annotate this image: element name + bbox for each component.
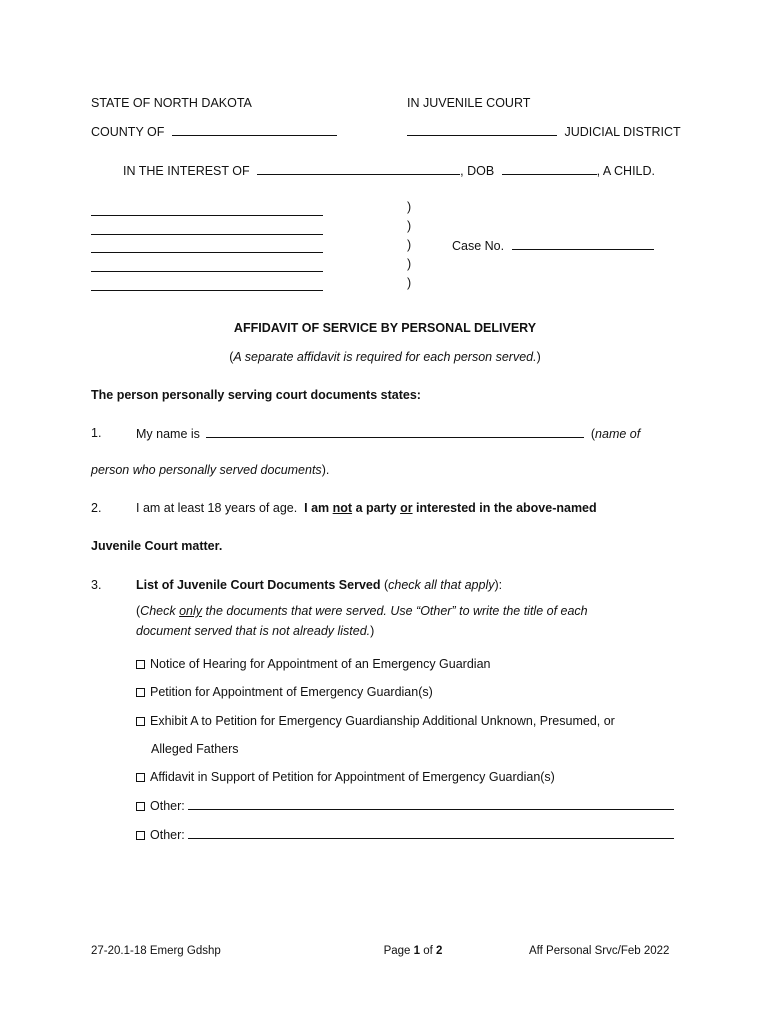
case-no-row [452,237,654,254]
item-2-number: 2. [91,501,102,515]
state-label: STATE OF NORTH DAKOTA [91,96,252,110]
district-label: JUDICIAL DISTRICT [564,125,681,139]
item-3-note-line-2: document served that is not already listed.) [136,624,375,638]
other-2-field[interactable] [188,826,674,839]
item-3-number: 3. [91,578,102,592]
item-1-number: 1. [91,426,102,440]
district-field[interactable] [407,123,557,136]
option-other-1[interactable]: Other: [136,797,674,814]
child-label: , A CHILD. [596,164,656,178]
dob-label: , DOB [460,164,495,178]
item-2-text: I am at least 18 years of age. I am not a party or interested in the above-named [136,501,597,515]
checkbox-icon[interactable] [136,773,145,782]
caption-paren-5: ) [407,276,412,290]
caption-line-5[interactable] [91,290,323,291]
interest-row [123,162,655,179]
item-1-continuation: person who personally served documents). [91,463,330,477]
checkbox-icon[interactable] [136,717,145,726]
caption-line-1[interactable] [91,215,323,216]
item-3-note-line-1: (Check only the documents that were served. Use “Other” to write the title of each [136,604,588,618]
option-affidavit-support[interactable]: Affidavit in Support of Petition for Appointment of Emergency Guardian(s) [136,769,555,785]
document-subtitle: (A separate affidavit is required for each person served.) [229,350,541,364]
option-petition[interactable]: Petition for Appointment of Emergency Guardian(s) [136,684,433,700]
checkbox-icon[interactable] [136,688,145,697]
county-row [91,123,337,140]
checkbox-icon[interactable] [136,802,145,811]
item-2-continuation: Juvenile Court matter. [91,539,223,553]
county-field[interactable] [172,123,337,136]
caption-line-4[interactable] [91,271,323,272]
option-other-2[interactable]: Other: [136,826,674,843]
option-notice-of-hearing[interactable]: Notice of Hearing for Appointment of an Emergency Guardian [136,656,490,672]
server-name-field[interactable] [206,425,584,438]
case-no-label: Case No. [452,239,505,253]
caption-paren-4: ) [407,257,412,271]
checkbox-icon[interactable] [136,660,145,669]
item-3-heading: List of Juvenile Court Documents Served (check all that apply): [136,578,503,592]
caption-paren-2: ) [407,219,412,233]
checkbox-icon[interactable] [136,831,145,840]
dob-field[interactable] [502,162,597,175]
county-label: COUNTY OF [91,125,165,139]
district-row [407,123,681,140]
court-label: IN JUVENILE COURT [407,96,531,110]
caption-paren-1: ) [407,200,412,214]
intro-statement: The person personally serving court documents states: [91,388,421,402]
footer-form-number: 27-20.1-18 Emerg Gdshp [91,945,221,957]
caption-line-3[interactable] [91,252,323,253]
child-name-field[interactable] [257,162,460,175]
document-title: AFFIDAVIT OF SERVICE BY PERSONAL DELIVERY [233,321,537,335]
option-exhibit-a[interactable]: Exhibit A to Petition for Emergency Guardianship Additional Unknown, Presumed, or [136,713,615,729]
other-1-field[interactable] [188,797,674,810]
caption-paren-3: ) [407,238,412,252]
caption-line-2[interactable] [91,234,323,235]
interest-label: IN THE INTEREST OF [123,164,250,178]
option-exhibit-a-continuation: Alleged Fathers [151,742,239,756]
case-no-field[interactable] [512,237,654,250]
footer-page-indicator: Page 1 of 2 [383,945,443,957]
footer-form-name: Aff Personal Srvc/Feb 2022 [529,945,670,957]
item-1-text: My name is (name of [136,427,641,441]
